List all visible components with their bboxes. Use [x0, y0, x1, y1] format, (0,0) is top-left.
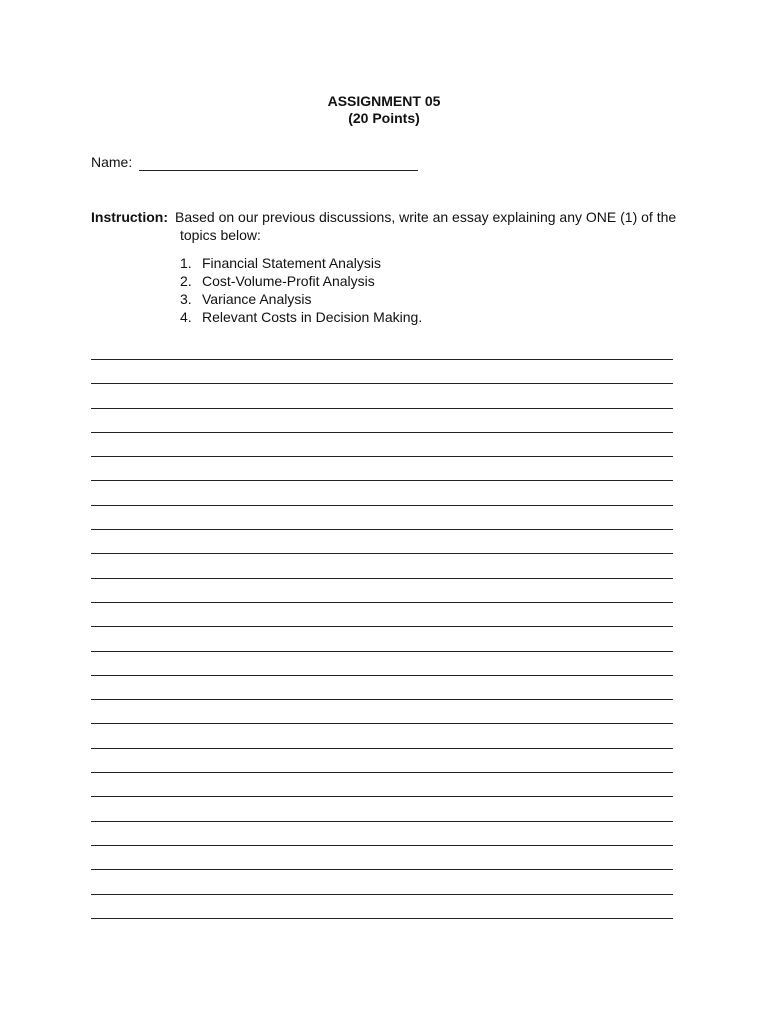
answer-line[interactable]	[91, 626, 673, 627]
answer-line[interactable]	[91, 505, 673, 506]
topic-number: 1.	[180, 255, 192, 271]
answer-line[interactable]	[91, 821, 673, 822]
topics-list	[180, 254, 422, 326]
assignment-points: (20 Points)	[348, 110, 420, 126]
topic-item	[180, 254, 422, 272]
topic-label: Financial Statement Analysis	[202, 255, 381, 271]
answer-line[interactable]	[91, 918, 673, 919]
topic-item	[180, 308, 422, 326]
answer-line[interactable]	[91, 432, 673, 433]
answer-line[interactable]	[91, 723, 673, 724]
topic-item	[180, 272, 422, 290]
topic-item	[180, 290, 422, 308]
answer-line[interactable]	[91, 359, 673, 360]
topic-label: Relevant Costs in Decision Making.	[202, 309, 423, 325]
name-row	[91, 153, 418, 171]
answer-line[interactable]	[91, 796, 673, 797]
answer-line[interactable]	[91, 578, 673, 579]
answer-line[interactable]	[91, 845, 673, 846]
topic-number: 2.	[180, 273, 192, 289]
answer-lines-area[interactable]	[91, 359, 673, 942]
answer-line[interactable]	[91, 480, 673, 481]
name-blank-line[interactable]	[139, 156, 418, 171]
topic-label: Cost-Volume-Profit Analysis	[202, 273, 375, 289]
answer-line[interactable]	[91, 869, 673, 870]
answer-line[interactable]	[91, 699, 673, 700]
topic-number: 3.	[180, 291, 192, 307]
instruction-text: Based on our previous discussions, write an essay explaining any ONE (1) of the topics below:	[175, 209, 677, 243]
topic-label: Variance Analysis	[202, 291, 312, 307]
answer-line[interactable]	[91, 408, 673, 409]
answer-line[interactable]	[91, 675, 673, 676]
answer-line[interactable]	[91, 383, 673, 384]
answer-line[interactable]	[91, 748, 673, 749]
answer-line[interactable]	[91, 602, 673, 603]
instruction-label: Instruction:	[91, 209, 168, 225]
answer-line[interactable]	[91, 456, 673, 457]
answer-line[interactable]	[91, 894, 673, 895]
topic-number: 4.	[180, 309, 192, 325]
answer-line[interactable]	[91, 529, 673, 530]
answer-line[interactable]	[91, 651, 673, 652]
answer-line[interactable]	[91, 772, 673, 773]
name-label: Name:	[91, 154, 133, 170]
assignment-title: ASSIGNMENT 05	[327, 93, 441, 109]
answer-line[interactable]	[91, 553, 673, 554]
